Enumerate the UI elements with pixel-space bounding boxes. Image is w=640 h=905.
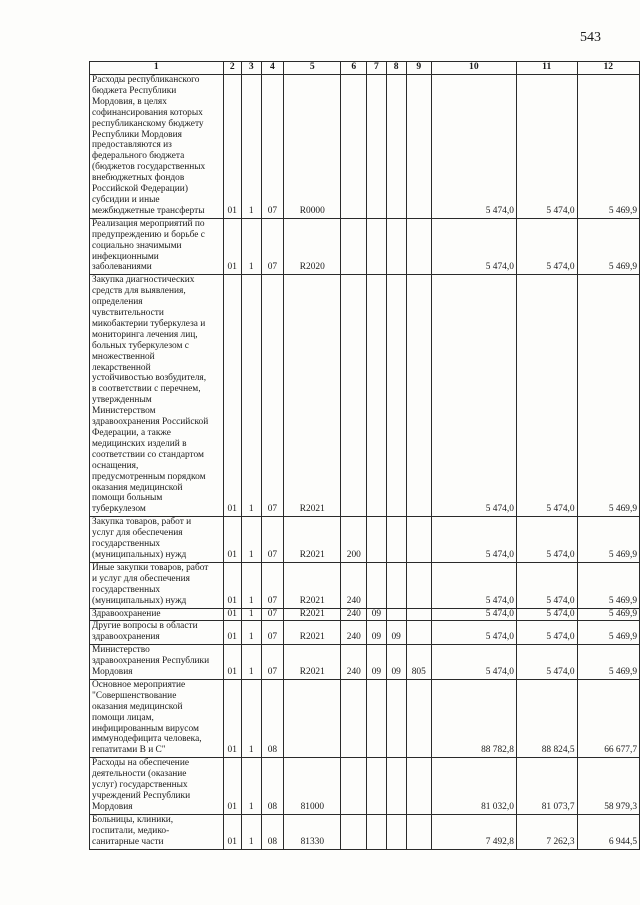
- table-cell: 1: [241, 275, 261, 517]
- row-name-cell: Основное мероприятие "Совершенствование оказания медицинской помощи лицам, инфицированным вирусом иммунодефицита человека, гепатитами В и С": [90, 679, 224, 757]
- table-cell: 66 677,7: [577, 679, 639, 757]
- table-cell: 01: [223, 621, 241, 645]
- table-cell: 01: [223, 275, 241, 517]
- table-cell: 01: [223, 814, 241, 849]
- row-name-cell: Расходы на обеспечение деятельности (оказание услуг) государственных учреждений Республики Мордовия: [90, 758, 224, 815]
- col-header: 6: [341, 62, 367, 75]
- table-cell: 09: [367, 645, 386, 680]
- table-cell: [406, 517, 431, 563]
- table-cell: 09: [386, 645, 406, 680]
- table-cell: 5 474,0: [516, 218, 577, 275]
- budget-table: [89, 61, 640, 850]
- table-cell: 1: [241, 758, 261, 815]
- table-cell: [406, 562, 431, 608]
- table-cell: [406, 608, 431, 621]
- table-cell: 200: [341, 517, 367, 563]
- table-cell: 81 073,7: [516, 758, 577, 815]
- table-cell: [386, 75, 406, 219]
- table-row: [90, 679, 640, 757]
- table-row: [90, 758, 640, 815]
- table-cell: [367, 75, 386, 219]
- table-cell: 07: [261, 608, 284, 621]
- table-cell: [386, 218, 406, 275]
- table-cell: 5 474,0: [516, 621, 577, 645]
- table-cell: 5 469,9: [577, 218, 639, 275]
- row-name-cell: Реализация мероприятий по предупреждению и борьбе с социально значимыми инфекционными заболеваниями: [90, 218, 224, 275]
- table-cell: [284, 679, 341, 757]
- row-name-cell: Расходы республиканского бюджета Республики Мордовия, в целях софинансирования которых республиканскому бюджету Республики Мордовия предоставляются из федерального бюджета (бюджетов государственных внебюджетных фондов Российской Федерации) субсидии и иные межбюджетные трансферты: [90, 75, 224, 219]
- table-row: [90, 275, 640, 517]
- table-cell: 01: [223, 517, 241, 563]
- table-cell: 07: [261, 562, 284, 608]
- table-cell: [386, 814, 406, 849]
- table-cell: [406, 218, 431, 275]
- table-cell: R2020: [284, 218, 341, 275]
- table-cell: 01: [223, 645, 241, 680]
- row-name-cell: Закупка диагностических средств для выявления, определения чувствительности микобактерии туберкулеза и мониторинга лечения лиц, больных туберкулезом с множественной лекарственной устойчивостью возбудителя, в соответствии с перечнем, утвержденным Министерством здравоохранения Российской Федерации, а также медицинских изделий в соответствии со стандартом оснащения, предусмотренным порядком оказания медицинской помощи больным туберкулезом: [90, 275, 224, 517]
- col-header: 2: [223, 62, 241, 75]
- table-cell: 1: [241, 608, 261, 621]
- col-header: 7: [367, 62, 386, 75]
- table-cell: 5 474,0: [516, 517, 577, 563]
- table-cell: 81330: [284, 814, 341, 849]
- table-cell: 1: [241, 814, 261, 849]
- table-cell: 1: [241, 679, 261, 757]
- table-row: [90, 814, 640, 849]
- table-row: [90, 75, 640, 219]
- table-cell: 88 782,8: [431, 679, 516, 757]
- row-name-cell: Иные закупки товаров, работ и услуг для обеспечения государственных (муниципальных) нужд: [90, 562, 224, 608]
- table-cell: 240: [341, 562, 367, 608]
- table-cell: 5 469,9: [577, 562, 639, 608]
- table-cell: 7 492,8: [431, 814, 516, 849]
- table-cell: [406, 758, 431, 815]
- table-cell: [367, 517, 386, 563]
- col-header: 3: [241, 62, 261, 75]
- table-cell: [386, 679, 406, 757]
- table-cell: 09: [386, 621, 406, 645]
- table-cell: 5 474,0: [431, 75, 516, 219]
- table-cell: 07: [261, 645, 284, 680]
- table-cell: 5 474,0: [516, 75, 577, 219]
- table-cell: R2021: [284, 562, 341, 608]
- table-cell: [367, 679, 386, 757]
- table-cell: 08: [261, 814, 284, 849]
- table-cell: [341, 758, 367, 815]
- row-name-cell: Другие вопросы в области здравоохранения: [90, 621, 224, 645]
- table-cell: 6 944,5: [577, 814, 639, 849]
- table-cell: 01: [223, 758, 241, 815]
- table-cell: [406, 679, 431, 757]
- table-cell: 5 474,0: [516, 562, 577, 608]
- table-cell: [341, 679, 367, 757]
- table-cell: [367, 275, 386, 517]
- table-cell: 01: [223, 679, 241, 757]
- table-cell: R2021: [284, 275, 341, 517]
- table-cell: 81 032,0: [431, 758, 516, 815]
- table-cell: 5 474,0: [431, 608, 516, 621]
- col-header: 5: [284, 62, 341, 75]
- table-cell: [406, 621, 431, 645]
- page-number: 543: [580, 30, 601, 45]
- table-cell: [406, 814, 431, 849]
- table-cell: 01: [223, 562, 241, 608]
- table-cell: R2021: [284, 517, 341, 563]
- table-cell: 07: [261, 621, 284, 645]
- table-cell: 09: [367, 608, 386, 621]
- col-header: 8: [386, 62, 406, 75]
- table-cell: 07: [261, 75, 284, 219]
- table-cell: 5 469,9: [577, 645, 639, 680]
- row-name-cell: Больницы, клиники, госпитали, медико- санитарные части: [90, 814, 224, 849]
- table-cell: 58 979,3: [577, 758, 639, 815]
- table-cell: 7 262,3: [516, 814, 577, 849]
- table-cell: 1: [241, 517, 261, 563]
- table-row: [90, 562, 640, 608]
- table-cell: [341, 814, 367, 849]
- table-cell: [386, 562, 406, 608]
- table-cell: [341, 218, 367, 275]
- table-cell: 5 469,9: [577, 621, 639, 645]
- table-row: [90, 517, 640, 563]
- table-cell: 09: [367, 621, 386, 645]
- table-row: [90, 218, 640, 275]
- table-cell: [386, 758, 406, 815]
- table-cell: 07: [261, 275, 284, 517]
- table-cell: 5 469,9: [577, 608, 639, 621]
- row-name-cell: Здравоохранение: [90, 608, 224, 621]
- table-cell: R0000: [284, 75, 341, 219]
- table-cell: 1: [241, 621, 261, 645]
- table-cell: [367, 562, 386, 608]
- table-cell: 08: [261, 679, 284, 757]
- table-cell: [406, 75, 431, 219]
- table-cell: R2021: [284, 608, 341, 621]
- table-cell: 5 469,9: [577, 517, 639, 563]
- table-cell: 5 474,0: [431, 218, 516, 275]
- table-row: [90, 621, 640, 645]
- col-header: 4: [261, 62, 284, 75]
- table-cell: [386, 517, 406, 563]
- col-header: 11: [516, 62, 577, 75]
- table-cell: 81000: [284, 758, 341, 815]
- row-name-cell: Закупка товаров, работ и услуг для обеспечения государственных (муниципальных) нужд: [90, 517, 224, 563]
- table-cell: 5 474,0: [431, 645, 516, 680]
- table-cell: R2021: [284, 645, 341, 680]
- table-cell: 1: [241, 645, 261, 680]
- table-cell: [367, 758, 386, 815]
- table-cell: 240: [341, 645, 367, 680]
- table-cell: [386, 275, 406, 517]
- table-cell: 5 474,0: [431, 517, 516, 563]
- row-name-cell: Министерство здравоохранения Республики Мордовия: [90, 645, 224, 680]
- table-cell: 01: [223, 218, 241, 275]
- table-cell: 1: [241, 75, 261, 219]
- table-cell: 1: [241, 562, 261, 608]
- table-cell: 01: [223, 75, 241, 219]
- col-header: 1: [90, 62, 224, 75]
- table-cell: [367, 218, 386, 275]
- table-cell: 5 469,9: [577, 75, 639, 219]
- header-row: [90, 62, 640, 75]
- table-cell: [367, 814, 386, 849]
- table-cell: [341, 275, 367, 517]
- table-cell: [341, 75, 367, 219]
- table-cell: 5 474,0: [431, 621, 516, 645]
- table-cell: 5 474,0: [516, 608, 577, 621]
- table-cell: [406, 275, 431, 517]
- col-header: 12: [577, 62, 639, 75]
- table-cell: 240: [341, 621, 367, 645]
- table-cell: R2021: [284, 621, 341, 645]
- table-cell: 1: [241, 218, 261, 275]
- col-header: 10: [431, 62, 516, 75]
- table-cell: 5 469,9: [577, 275, 639, 517]
- table-cell: 88 824,5: [516, 679, 577, 757]
- table-cell: 08: [261, 758, 284, 815]
- table-row: [90, 645, 640, 680]
- col-header: 9: [406, 62, 431, 75]
- table-cell: [386, 608, 406, 621]
- table-cell: 07: [261, 218, 284, 275]
- table-row: [90, 608, 640, 621]
- table-cell: 240: [341, 608, 367, 621]
- table-cell: 07: [261, 517, 284, 563]
- table-cell: 805: [406, 645, 431, 680]
- table-cell: 01: [223, 608, 241, 621]
- table-cell: 5 474,0: [431, 562, 516, 608]
- table-cell: 5 474,0: [431, 275, 516, 517]
- table-cell: 5 474,0: [516, 645, 577, 680]
- table-cell: 5 474,0: [516, 275, 577, 517]
